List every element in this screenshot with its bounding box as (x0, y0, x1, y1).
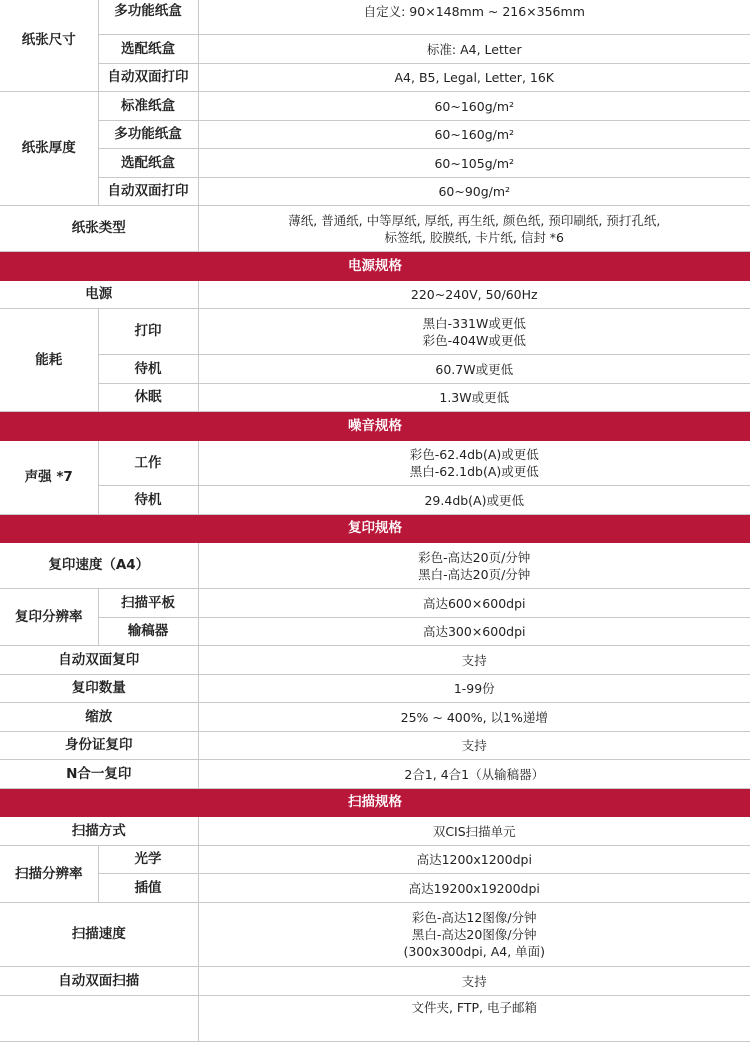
paper-weight-mp-tray-label: 多功能纸盒 (98, 121, 198, 149)
scan-method-value: 双CIS扫描单元 (198, 817, 750, 846)
copy-resolution-adf-value: 高达300×600dpi (198, 618, 750, 646)
scan-section-header: 扫描规格 (0, 789, 750, 817)
consumption-standby-value: 60.7W或更低 (198, 355, 750, 384)
noise-section-header: 噪音规格 (0, 412, 750, 441)
paper-size-optional-tray-label: 选配纸盒 (98, 35, 198, 64)
power-value: 220~240V, 50/60Hz (198, 281, 750, 309)
scan-duplex-value: 支持 (198, 967, 750, 996)
copy-duplex-label: 自动双面复印 (0, 646, 198, 675)
noise-working-label: 工作 (98, 441, 198, 486)
n-in-1-value: 2合1, 4合1（从输稿器） (198, 760, 750, 789)
paper-size-label: 纸张尺寸 (0, 0, 98, 92)
paper-size-duplex-label: 自动双面打印 (98, 64, 198, 92)
scan-speed-value: 彩色-高达12图像/分钟 黑白-高达20图像/分钟 (300x300dpi, A4, 单面) (198, 903, 750, 967)
n-in-1-label: N合一复印 (0, 760, 198, 789)
copy-resolution-adf-label: 输稿器 (98, 618, 198, 646)
consumption-standby-label: 待机 (98, 355, 198, 384)
power-label: 电源 (0, 281, 198, 309)
copy-quantity-value: 1-99份 (198, 675, 750, 703)
id-copy-value: 支持 (198, 732, 750, 760)
scan-resolution-interpolated-value: 高达19200x19200dpi (198, 874, 750, 903)
copy-quantity-label: 复印数量 (0, 675, 198, 703)
consumption-sleep-value: 1.3W或更低 (198, 384, 750, 412)
scan-destinations-value: 文件夹, FTP, 电子邮箱 (198, 996, 750, 1042)
noise-standby-value: 29.4db(A)或更低 (198, 486, 750, 515)
copy-resolution-label: 复印分辨率 (0, 589, 98, 646)
consumption-label: 能耗 (0, 309, 98, 412)
scan-duplex-label: 自动双面扫描 (0, 967, 198, 996)
scan-method-label: 扫描方式 (0, 817, 198, 846)
noise-label: 声强 *7 (0, 441, 98, 515)
consumption-sleep-label: 休眠 (98, 384, 198, 412)
paper-weight-std-tray-label: 标准纸盒 (98, 92, 198, 121)
paper-weight-label: 纸张厚度 (0, 92, 98, 206)
paper-size-optional-tray-value: 标准: A4, Letter (198, 35, 750, 64)
scan-speed-label: 扫描速度 (0, 903, 198, 967)
id-copy-label: 身份证复印 (0, 732, 198, 760)
consumption-print-label: 打印 (98, 309, 198, 355)
paper-size-duplex-value: A4, B5, Legal, Letter, 16K (198, 64, 750, 92)
copy-section-header: 复印规格 (0, 515, 750, 543)
scan-resolution-label: 扫描分辨率 (0, 846, 98, 903)
paper-weight-optional-tray-label: 选配纸盒 (98, 149, 198, 178)
scan-resolution-optical-value: 高达1200x1200dpi (198, 846, 750, 874)
paper-weight-duplex-value: 60~90g/m² (198, 178, 750, 206)
zoom-label: 缩放 (0, 703, 198, 732)
consumption-print-value: 黑白-331W或更低 彩色-404W或更低 (198, 309, 750, 355)
paper-weight-optional-tray-value: 60~105g/m² (198, 149, 750, 178)
paper-type-value: 薄纸, 普通纸, 中等厚纸, 厚纸, 再生纸, 颜色纸, 预印刷纸, 预打孔纸, 标签纸, 胶膜纸, 卡片纸, 信封 *6 (198, 206, 750, 252)
paper-weight-duplex-label: 自动双面打印 (98, 178, 198, 206)
paper-weight-mp-tray-value: 60~160g/m² (198, 121, 750, 149)
noise-standby-label: 待机 (98, 486, 198, 515)
zoom-value: 25% ~ 400%, 以1%递增 (198, 703, 750, 732)
paper-type-label: 纸张类型 (0, 206, 198, 252)
copy-duplex-value: 支持 (198, 646, 750, 675)
copy-speed-value: 彩色-高达20页/分钟 黑白-高达20页/分钟 (198, 543, 750, 589)
copy-speed-label: 复印速度（A4） (0, 543, 198, 589)
power-section-header: 电源规格 (0, 252, 750, 281)
scan-destinations-label (0, 996, 198, 1042)
paper-size-mp-tray-value: 自定义: 90×148mm ~ 216×356mm (198, 0, 750, 35)
paper-weight-std-tray-value: 60~160g/m² (198, 92, 750, 121)
scan-resolution-optical-label: 光学 (98, 846, 198, 874)
copy-resolution-flatbed-label: 扫描平板 (98, 589, 198, 618)
paper-size-mp-tray-label: 多功能纸盒 (98, 0, 198, 35)
copy-resolution-flatbed-value: 高达600×600dpi (198, 589, 750, 618)
noise-working-value: 彩色-62.4db(A)或更低 黑白-62.1db(A)或更低 (198, 441, 750, 486)
scan-resolution-interpolated-label: 插值 (98, 874, 198, 903)
